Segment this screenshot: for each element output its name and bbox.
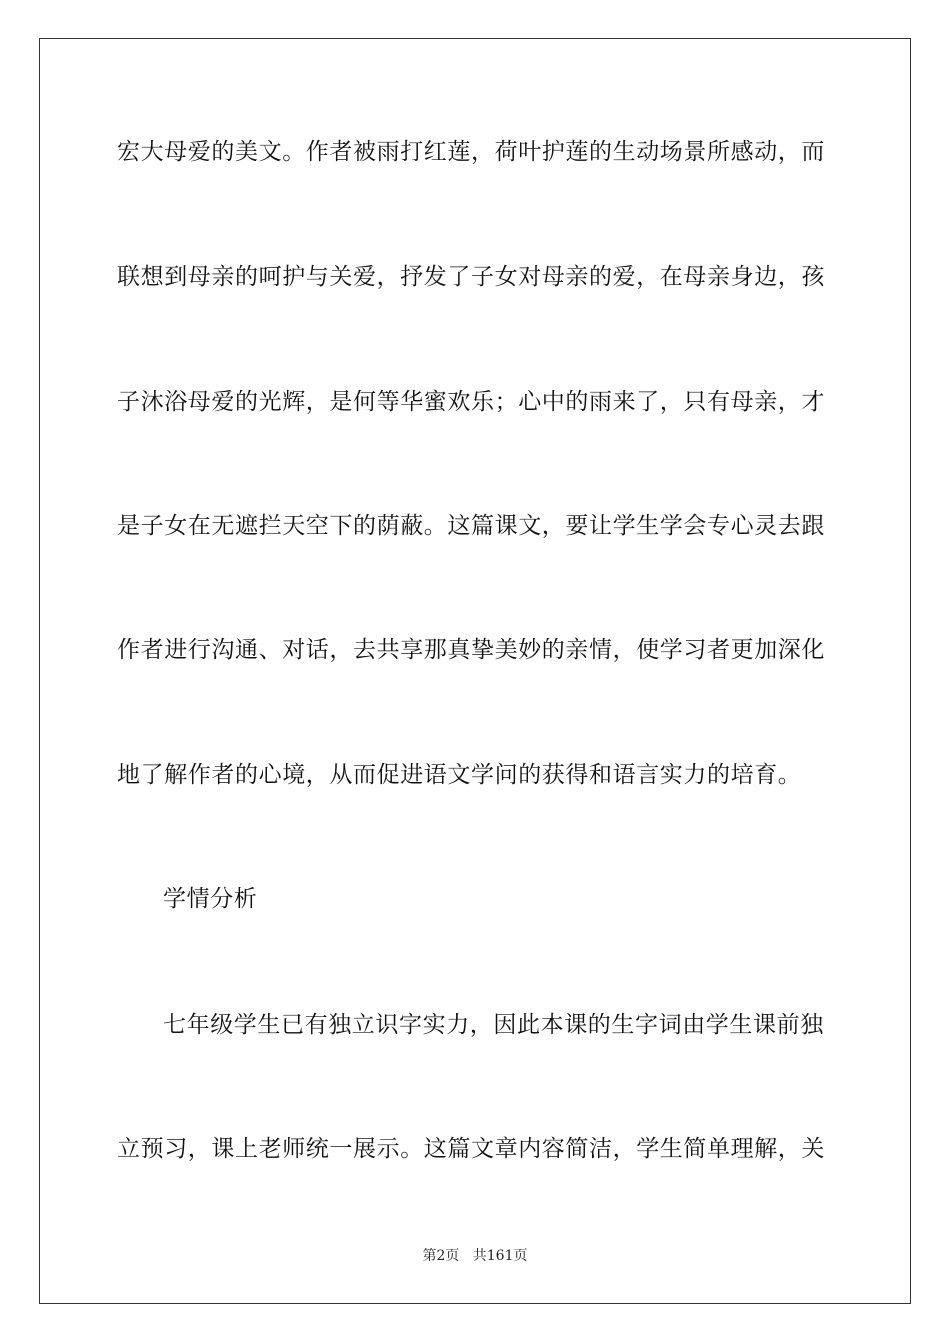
page-footer (0, 1247, 950, 1265)
text-line-1: 宏大母爱的美文。作者被雨打红莲，荷叶护莲的生动场景所感动，而 (117, 139, 825, 165)
paragraph2-line-2: 立预习，课上老师统一展示。这篇文章内容简洁，学生简单理解，关 (117, 1136, 825, 1162)
section-heading: 学情分析 (163, 886, 258, 912)
page-total: 共161页 (472, 1248, 528, 1264)
text-line-4: 是子女在无遮拦天空下的荫蔽。这篇课文，要让学生学会专心灵去跟 (117, 513, 825, 539)
paragraph2-line-1: 七年级学生已有独立识字实力，因此本课的生字词由学生课前独 (163, 1012, 824, 1038)
page-number: 第2页 (422, 1248, 460, 1264)
text-line-3: 子沐浴母爱的光辉，是何等华蜜欢乐；心中的雨来了，只有母亲，才 (117, 389, 825, 415)
text-line-5: 作者进行沟通、对话，去共享那真挚美妙的亲情，使学习者更加深化 (117, 637, 825, 663)
page-border (39, 38, 911, 1304)
text-line-2: 联想到母亲的呵护与关爱，抒发了子女对母亲的爱，在母亲身边，孩 (117, 264, 825, 290)
text-line-6: 地了解作者的心境，从而促进语文学问的获得和语言实力的培育。 (117, 762, 802, 788)
